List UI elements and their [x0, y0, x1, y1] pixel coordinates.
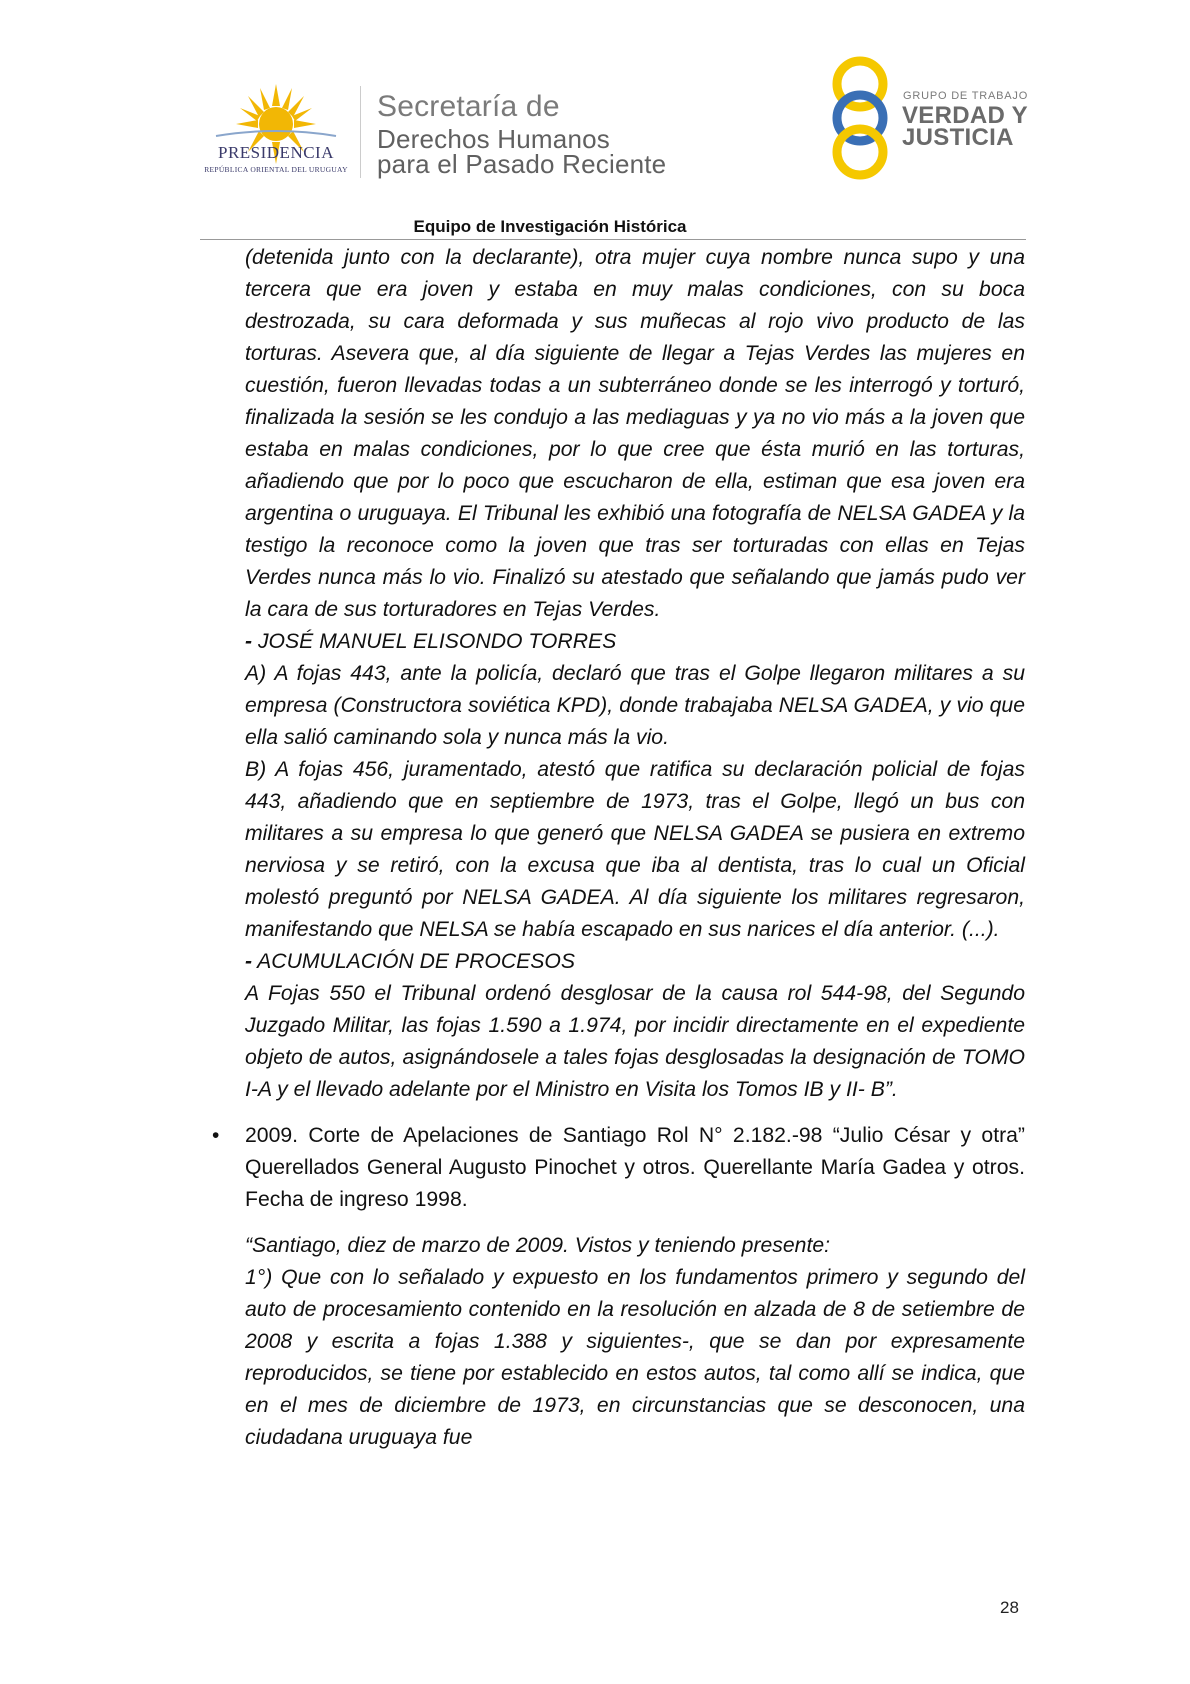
secretaria-line-2: Derechos Humanos	[377, 124, 610, 154]
paragraph-testimony: (detenida junto con la declarante), otra mujer cuya nombre nunca supo y una tercera que era joven y estaba en muy malas condiciones, con su boca destrozada, su cara deformada y sus muñecas al rojo vivo producto de las torturas. Asevera que, al día siguiente de llegar a Tejas Verdes las mujeres en cuestión, fueron llevadas todas a un subterráneo donde se les interrogó y torturó, finalizada la sesión se les condujo a las mediaguas y ya no vio más a la joven que estaba en malas condiciones, por lo que cree que ésta murió en las torturas, añadiendo que por lo poco que escucharon de ella, estiman que esa joven era argentina o uruguaya. El Tribunal les exhibió una fotografía de NELSA GADEA y la testigo la reconoce como la joven que tras ser torturadas con ellas en Tejas Verdes nunca más lo vio. Finalizó su atestado que señalando que jamás pudo ver la cara de sus torturadores en Tejas Verdes.	[245, 246, 1025, 621]
secretaria-line-3: para el Pasado Reciente	[377, 149, 667, 179]
justicia-label: JUSTICIA	[902, 124, 1014, 151]
heading-text: JOSÉ MANUEL ELISONDO TORRES	[252, 630, 617, 653]
quote-opening: “Santiago, diez de marzo de 2009. Vistos y teniendo presente:	[245, 1234, 830, 1257]
page-number: 28	[1000, 1598, 1019, 1617]
verdad-label: VERDAD Y	[902, 102, 1028, 129]
logo-divider	[360, 86, 361, 178]
republica-label: REPÚBLICA ORIENTAL DEL URUGUAY	[204, 165, 348, 174]
section-heading-acumulacion	[245, 946, 1025, 978]
paragraph-fojas-456: B) A fojas 456, juramentado, atestó que ratifica su declaración policial de fojas 443, añadiendo que en septiembre de 1973, tras el Golpe, llegó un bus con militares a su empresa lo que generó que NELSA GADEA se pusiera en extremo nerviosa y se retiró, con la excusa que iba al dentista, tras lo cual un Oficial molestó preguntó por NELSA GADEA. Al día siguiente los militares regresaron, manifestando que NELSA se había escapado en sus narices el día anterior. (...).	[245, 758, 1025, 941]
list-item	[212, 1120, 1025, 1216]
grupo-de-trabajo-label: GRUPO DE TRABAJO	[903, 90, 1029, 102]
paragraph-fojas-550: A Fojas 550 el Tribunal ordenó desglosar de la causa rol 544-98, del Segundo Juzgado Militar, las fojas 1.590 a 1.974, por incidir directamente en el expediente objeto de autos, asignándosele a tales fojas desglosadas la designación de TOMO I-A y el llevado adelante por el Ministro en Visita los Tomos IB y II- B”.	[245, 982, 1025, 1101]
bullet-icon: •	[212, 1124, 220, 1147]
heading-dash: -	[245, 630, 253, 653]
quote-paragraph-1: 1°) Que con lo señalado y expuesto en los fundamentos primero y segundo del auto de procesamiento contenido en la resolución en alzada de 8 de setiembre de 2008 y escrita a fojas 1.388 y siguientes-, que se dan por expresamente reproducidos, se tiene por establecido en estos autos, tal como allí se indica, que en el mes de diciembre de 1973, en circunstancias que se desconocen, una ciudadana uruguaya fue	[245, 1266, 1025, 1449]
header-rule	[200, 239, 1026, 240]
heading-text: ACUMULACIÓN DE PROCESOS	[252, 950, 576, 973]
secretaria-line-1: Secretaría de	[377, 90, 560, 123]
heading-dash: -	[245, 950, 253, 973]
presidencia-label: PRESIDENCIA	[217, 143, 334, 162]
section-heading-elisondo	[245, 626, 1025, 658]
page-header	[0, 0, 1190, 240]
paragraph-fojas-443: A) A fojas 443, ante la policía, declaró que tras el Golpe llegaron militares a su empresa (Constructora soviética KPD), donde trabajaba NELSA GADEA, y vio que ella salió caminando sola y nunca más la vio.	[245, 662, 1025, 749]
bullet-text: 2009. Corte de Apelaciones de Santiago Rol N° 2.182.-98 “Julio César y otra” Querellados General Augusto Pinochet y otros. Querellante María Gadea y otros. Fecha de ingreso 1998.	[245, 1124, 1025, 1211]
header-title: Equipo de Investigación Histórica	[413, 217, 687, 236]
verdad-justicia-rings-icon	[820, 56, 900, 180]
document-body	[212, 242, 1025, 1454]
